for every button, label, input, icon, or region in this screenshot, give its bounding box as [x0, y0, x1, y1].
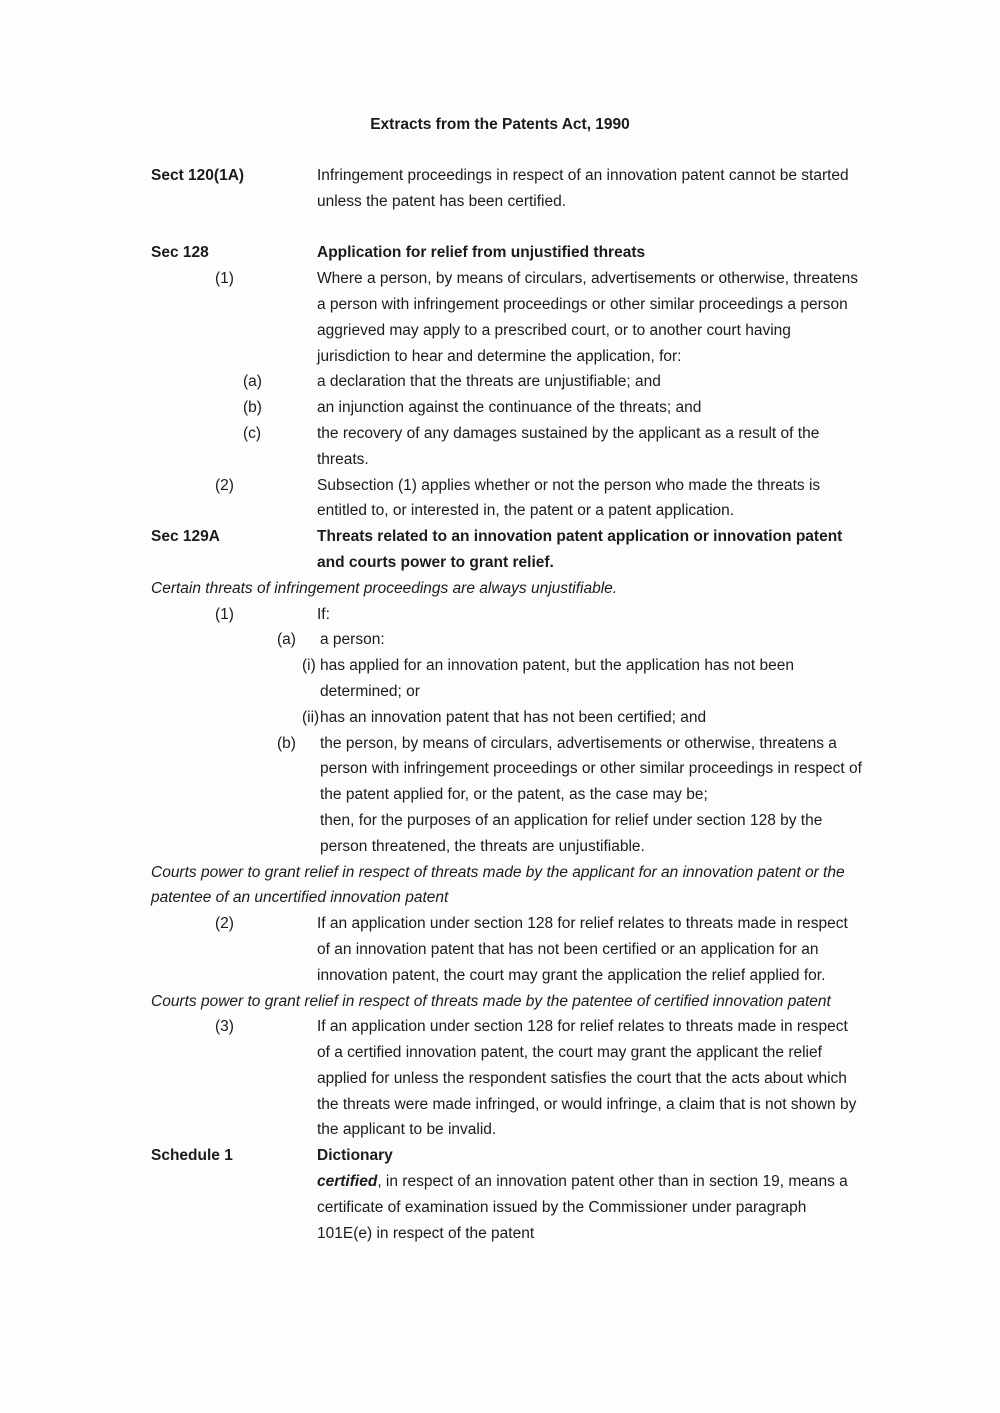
- row-label: Schedule 1: [151, 1147, 233, 1165]
- doc-line: [151, 550, 1000, 576]
- doc-text: Where a person, by means of circulars, advertisements or otherwise, threatens: [317, 270, 859, 288]
- doc-line: [151, 524, 1000, 550]
- doc-text: Certain threats of infringement proceedings are always unjustifiable.: [151, 579, 618, 597]
- doc-line: [151, 1040, 1000, 1066]
- doc-text: If an application under section 128 for relief relates to threats made in respect: [317, 915, 848, 933]
- doc-text: Threats related to an innovation patent application or innovation patent: [317, 528, 843, 546]
- doc-text: then, for the purposes of an application for relief under section 128 by the: [320, 811, 823, 829]
- doc-text: person with infringement proceedings or other similar proceedings in respect of: [320, 760, 862, 778]
- doc-text: certificate of examination issued by the Commissioner under paragraph: [317, 1198, 807, 1216]
- doc-line: [151, 602, 1000, 628]
- doc-text: entitled to, or interested in, the patent or a patent application.: [317, 502, 735, 520]
- doc-line: [151, 498, 1000, 524]
- doc-line: [151, 1221, 1000, 1247]
- doc-text: patentee of an uncertified innovation patent: [151, 889, 449, 907]
- doc-line: [151, 369, 1000, 395]
- row-label: Sec 129A: [151, 528, 220, 546]
- doc-text: Dictionary: [317, 1147, 393, 1165]
- doc-line: [151, 266, 1000, 292]
- doc-text: Courts power to grant relief in respect of threats made by the applicant for an innovation patent or the: [151, 863, 845, 881]
- doc-text: the patent applied for, or the patent, as the case may be;: [320, 786, 708, 804]
- row-marker: (3): [215, 1018, 234, 1036]
- doc-text: applied for unless the respondent satisfies the court that the acts about which: [317, 1069, 847, 1087]
- doc-text: of a certified innovation patent, the court may grant the applicant the relief: [317, 1044, 822, 1062]
- row-marker: (ii): [302, 708, 320, 726]
- doc-line: [151, 292, 1000, 318]
- blank-line: [151, 215, 1000, 241]
- doc-line: [151, 834, 1000, 860]
- doc-text: the recovery of any damages sustained by the applicant as a result of the: [317, 424, 820, 442]
- row-marker: (1): [215, 270, 234, 288]
- doc-text: and courts power to grant relief.: [317, 553, 554, 571]
- doc-title: Extracts from the Patents Act, 1990: [370, 116, 630, 133]
- doc-line: [151, 240, 1000, 266]
- doc-line: [151, 782, 1000, 808]
- doc-line: [151, 731, 1000, 757]
- doc-text: a person:: [320, 631, 385, 649]
- doc-line: [151, 1143, 1000, 1169]
- doc-text: has applied for an innovation patent, but the application has not been: [320, 657, 794, 675]
- row-marker: (b): [277, 734, 296, 752]
- doc-text: the applicant to be invalid.: [317, 1121, 497, 1139]
- doc-text: If:: [317, 605, 330, 623]
- doc-line: [151, 447, 1000, 473]
- row-marker: (a): [243, 373, 262, 391]
- doc-line: [151, 163, 1000, 189]
- doc-text: of an innovation patent that has not been certified or an application for an: [317, 940, 819, 958]
- doc-line: [151, 189, 1000, 215]
- doc-line: [151, 705, 1000, 731]
- doc-text: aggrieved may apply to a prescribed court, or to another court having: [317, 321, 791, 339]
- doc-text: a declaration that the threats are unjustifiable; and: [317, 373, 661, 391]
- doc-text-segment: certified: [317, 1173, 378, 1191]
- doc-line: [151, 1092, 1000, 1118]
- doc-text: threats.: [317, 450, 369, 468]
- doc-line: [151, 1066, 1000, 1092]
- doc-line: [151, 395, 1000, 421]
- doc-line: [151, 860, 1000, 886]
- doc-line: [151, 1195, 1000, 1221]
- doc-text-segment: , in respect of an innovation patent other than in section 19, means a: [377, 1173, 848, 1191]
- doc-line: [151, 963, 1000, 989]
- doc-line: [151, 627, 1000, 653]
- doc-text: the threats were made infringed, or would infringe, a claim that is not shown by: [317, 1095, 857, 1113]
- doc-line: [151, 653, 1000, 679]
- doc-line: [151, 756, 1000, 782]
- doc-line: [151, 576, 1000, 602]
- doc-line: [151, 937, 1000, 963]
- row-label: Sec 128: [151, 244, 209, 262]
- doc-text: a person with infringement proceedings or other similar proceedings a person: [317, 295, 848, 313]
- doc-text: has an innovation patent that has not been certified; and: [320, 708, 707, 726]
- doc-line: [151, 679, 1000, 705]
- doc-text: Courts power to grant relief in respect of threats made by the patentee of certified innovation patent: [151, 992, 831, 1010]
- doc-text: jurisdiction to hear and determine the application, for:: [317, 347, 682, 365]
- doc-line: [151, 885, 1000, 911]
- doc-line: [151, 1117, 1000, 1143]
- row-marker: (b): [243, 399, 262, 417]
- row-marker: (2): [215, 476, 234, 494]
- doc-line: [151, 1169, 1000, 1195]
- row-marker: (a): [277, 631, 296, 649]
- doc-text: innovation patent, the court may grant the application the relief applied for.: [317, 966, 826, 984]
- doc-body: [0, 163, 1000, 1246]
- doc-text: the person, by means of circulars, advertisements or otherwise, threatens a: [320, 734, 837, 752]
- doc-line: [151, 318, 1000, 344]
- row-marker: (c): [243, 424, 262, 442]
- doc-line: [151, 989, 1000, 1015]
- doc-text: unless the patent has been certified.: [317, 192, 567, 210]
- doc-text: 101E(e) in respect of the patent: [317, 1224, 535, 1242]
- doc-line: [151, 344, 1000, 370]
- doc-line: [151, 808, 1000, 834]
- doc-line: [151, 473, 1000, 499]
- doc-text: Subsection (1) applies whether or not the person who made the threats is: [317, 476, 821, 494]
- doc-text: Infringement proceedings in respect of an innovation patent cannot be started: [317, 167, 849, 184]
- doc-text: If an application under section 128 for relief relates to threats made in respect: [317, 1018, 848, 1036]
- doc-line: [151, 911, 1000, 937]
- row-marker: (i): [302, 657, 316, 675]
- row-marker: (1): [215, 605, 234, 623]
- doc-line: [151, 421, 1000, 447]
- doc-text: determined; or: [320, 682, 420, 700]
- doc-line: [151, 1014, 1000, 1040]
- doc-text: an injunction against the continuance of the threats; and: [317, 399, 702, 417]
- row-marker: (2): [215, 915, 234, 933]
- row-label: Sect 120(1A): [151, 167, 245, 184]
- doc-text: person threatened, the threats are unjustifiable.: [320, 837, 645, 855]
- doc-text: Application for relief from unjustified threats: [317, 244, 646, 262]
